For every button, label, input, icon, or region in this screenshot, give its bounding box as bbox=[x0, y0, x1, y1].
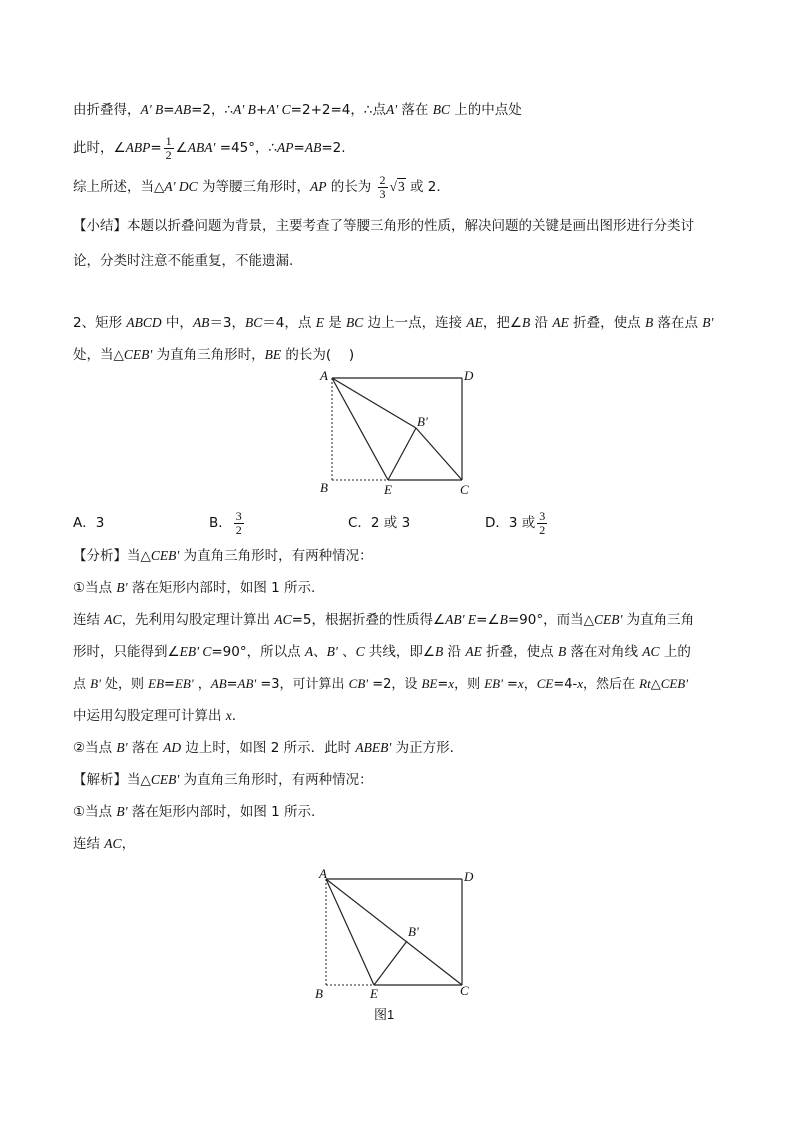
segment-eb-prime bbox=[374, 941, 407, 985]
text: = bbox=[502, 677, 518, 692]
math: AB' bbox=[237, 676, 257, 691]
text: 的长为 bbox=[326, 179, 376, 195]
text: ①当点 bbox=[73, 804, 117, 820]
text: 2、矩形 bbox=[73, 315, 127, 331]
denominator: 2 bbox=[235, 522, 242, 537]
analysis-line bbox=[73, 642, 691, 662]
math: B' bbox=[116, 804, 128, 819]
denominator: 2 bbox=[539, 522, 546, 537]
option-a: A．3 bbox=[73, 515, 105, 531]
math: AB' E bbox=[445, 612, 477, 627]
text: 的长为( ) bbox=[281, 347, 355, 363]
text: 为等腰三角形时， bbox=[197, 179, 310, 195]
text: . bbox=[231, 708, 237, 724]
analysis-line bbox=[73, 610, 694, 630]
math: CEB' bbox=[150, 548, 180, 563]
text: 由折叠得， bbox=[73, 102, 141, 118]
math: Rt bbox=[639, 676, 651, 691]
label-b-prime: B' bbox=[417, 414, 428, 429]
text-line bbox=[73, 172, 441, 202]
text: 连结 bbox=[73, 612, 105, 628]
segment-ae bbox=[326, 879, 374, 985]
numerator: 2 bbox=[379, 172, 386, 187]
square-root: √3 bbox=[389, 179, 405, 194]
text: + bbox=[255, 102, 268, 118]
text: 处，则 bbox=[100, 677, 149, 692]
text: 连结 bbox=[73, 836, 105, 852]
math: AB bbox=[304, 140, 322, 155]
diagonal-ac bbox=[326, 879, 462, 985]
math: x bbox=[448, 676, 455, 691]
text: 此时，∠ bbox=[73, 140, 126, 156]
text: ，把∠ bbox=[482, 315, 522, 331]
text: 综上所述，当△ bbox=[73, 179, 165, 195]
option-c: C．2 或 3 bbox=[348, 515, 411, 531]
math: EB' bbox=[174, 676, 194, 691]
text: 形时，只能得到∠ bbox=[73, 644, 180, 660]
text-line bbox=[73, 133, 346, 163]
math: x bbox=[225, 708, 232, 723]
text: =2+2=4，∴点 bbox=[290, 102, 386, 118]
math: AC bbox=[104, 612, 122, 627]
text: 沿 bbox=[443, 644, 466, 660]
math: B' bbox=[116, 580, 128, 595]
text: 为直角三角形时， bbox=[152, 347, 265, 363]
text: 为直角三角形时，有两种情况： bbox=[179, 548, 373, 564]
text: =4- bbox=[553, 677, 578, 692]
text: 或 2. bbox=[405, 179, 441, 195]
text: 是 bbox=[323, 315, 347, 331]
label-b: B bbox=[315, 986, 323, 1001]
text: 落在点 bbox=[653, 315, 703, 331]
option-label: D．3 或 bbox=[485, 515, 536, 531]
math: AB bbox=[174, 102, 192, 117]
math: E bbox=[315, 315, 324, 330]
figure-1 bbox=[300, 864, 490, 1004]
option-d bbox=[485, 503, 549, 543]
text: = bbox=[163, 102, 175, 118]
text: =90°，所以点 bbox=[211, 644, 305, 660]
math: CEB' bbox=[593, 612, 623, 627]
text: 折叠，使点 bbox=[481, 644, 558, 660]
analysis-line bbox=[73, 738, 454, 758]
question-line bbox=[73, 345, 354, 365]
text: 落在矩形内部时，如图 1 所示. bbox=[127, 580, 316, 596]
text: =90°，而当△ bbox=[507, 612, 594, 628]
math: B bbox=[522, 315, 531, 330]
math: BE bbox=[421, 676, 438, 691]
denominator: 3 bbox=[379, 186, 386, 201]
math: AE bbox=[465, 644, 482, 659]
math: AC bbox=[274, 612, 292, 627]
text: 边上时，如图 2 所示．此时 bbox=[181, 740, 356, 756]
analysis-line bbox=[73, 706, 236, 726]
math: AE bbox=[552, 315, 569, 330]
math: CEB' bbox=[660, 676, 689, 691]
label-c: C bbox=[460, 983, 469, 998]
text: 、 bbox=[313, 644, 327, 660]
text: =3，可计算出 bbox=[256, 677, 349, 692]
segment-ab-prime bbox=[332, 378, 416, 428]
math: AP bbox=[277, 140, 294, 155]
math: AP bbox=[309, 179, 327, 194]
option-label: B． bbox=[209, 515, 232, 531]
text: ∠ bbox=[175, 140, 188, 156]
text: 上的 bbox=[659, 644, 691, 660]
text: 上的中点处 bbox=[449, 102, 522, 118]
math: ABP bbox=[125, 140, 151, 155]
text: 【分析】当△ bbox=[73, 548, 151, 564]
text: 处，当△ bbox=[73, 347, 124, 363]
radicand: 3 bbox=[397, 179, 405, 194]
denominator: 2 bbox=[165, 147, 172, 162]
math: BC bbox=[432, 102, 450, 117]
text: 沿 bbox=[530, 315, 553, 331]
segment-ae bbox=[332, 378, 388, 480]
fraction bbox=[164, 135, 174, 162]
text: △ bbox=[650, 677, 661, 692]
solution-line bbox=[73, 834, 135, 854]
analysis-line bbox=[73, 578, 315, 598]
text: 落在对角线 bbox=[566, 644, 643, 660]
math: B' bbox=[702, 315, 714, 330]
math: AC bbox=[104, 836, 122, 851]
text: 落在矩形内部时，如图 1 所示. bbox=[127, 804, 316, 820]
math: B' bbox=[90, 676, 101, 691]
math: AC bbox=[642, 644, 660, 659]
math: B bbox=[435, 644, 444, 659]
text: ①当点 bbox=[73, 580, 117, 596]
math: AB bbox=[192, 315, 210, 330]
text: = bbox=[150, 140, 162, 156]
option-b bbox=[209, 503, 246, 543]
text: = bbox=[164, 677, 175, 692]
text: 【解析】当△ bbox=[73, 772, 151, 788]
fraction bbox=[234, 510, 244, 537]
summary-line: 【小结】本题以折叠问题为背景，主要考查了等腰三角形的性质，解决问题的关键是画出图形进行分类讨 bbox=[73, 218, 694, 234]
math: EB bbox=[148, 676, 165, 691]
label-a: A bbox=[319, 866, 327, 881]
text: ，然后在 bbox=[582, 677, 640, 692]
analysis-line bbox=[73, 674, 688, 695]
math: EB' bbox=[484, 676, 503, 691]
text-line bbox=[73, 100, 522, 120]
text: ， bbox=[523, 677, 537, 692]
label-d: D bbox=[464, 368, 474, 383]
text: =45°，∴ bbox=[215, 140, 278, 156]
math: x bbox=[577, 676, 583, 691]
math: A' C bbox=[267, 102, 291, 117]
math: A' bbox=[385, 102, 398, 117]
text: =2. bbox=[321, 140, 346, 156]
text: ， bbox=[121, 836, 136, 852]
fraction bbox=[537, 510, 547, 537]
math: A bbox=[304, 644, 314, 659]
label-b: B bbox=[320, 480, 328, 495]
figure-caption: 图1 bbox=[374, 1007, 395, 1022]
text: 为正方形. bbox=[391, 740, 454, 756]
math: BC bbox=[245, 315, 263, 330]
math: A' B bbox=[140, 102, 164, 117]
math: AD bbox=[163, 740, 182, 755]
analysis-line bbox=[73, 546, 373, 566]
math: ABA' bbox=[187, 140, 216, 155]
text: 折叠，使点 bbox=[568, 315, 645, 331]
label-d: D bbox=[464, 869, 474, 884]
fraction bbox=[378, 174, 388, 201]
text: =2，∴ bbox=[191, 102, 234, 118]
summary-line: 论，分类时注意不能重复，不能遗漏. bbox=[73, 253, 294, 269]
text: 、 bbox=[337, 644, 356, 660]
text: = bbox=[293, 140, 305, 156]
math: x bbox=[517, 676, 524, 691]
text: ，则 bbox=[454, 677, 485, 692]
segment-b-prime-c bbox=[416, 428, 462, 480]
math: CEB' bbox=[150, 772, 180, 787]
text: 中运用勾股定理可计算出 bbox=[73, 708, 226, 724]
text: 点 bbox=[73, 677, 91, 692]
text: 落在 bbox=[397, 102, 433, 118]
numerator: 1 bbox=[165, 133, 172, 148]
math: B bbox=[557, 644, 567, 659]
label-e: E bbox=[370, 986, 378, 1001]
math: BC bbox=[346, 315, 364, 330]
math: C bbox=[355, 644, 365, 659]
math: CB' bbox=[348, 676, 369, 691]
text: 为直角三角形时，有两种情况： bbox=[179, 772, 373, 788]
math: A' DC bbox=[164, 179, 198, 194]
text: ＝3， bbox=[209, 315, 246, 331]
question-figure bbox=[300, 366, 500, 500]
text: =2，设 bbox=[368, 677, 422, 692]
text: 落在 bbox=[127, 740, 164, 756]
numerator: 3 bbox=[539, 508, 546, 523]
label-c: C bbox=[460, 482, 469, 497]
math: B bbox=[499, 612, 508, 627]
text: ＝4，点 bbox=[262, 315, 316, 331]
math: B bbox=[644, 315, 654, 330]
math: EB' C bbox=[179, 644, 212, 659]
math: AE bbox=[466, 315, 483, 330]
text: ，先利用勾股定理计算出 bbox=[121, 612, 275, 628]
text: ②当点 bbox=[73, 740, 117, 756]
text: 共线，即∠ bbox=[364, 644, 436, 660]
math: BE bbox=[264, 347, 282, 362]
math: ABCD bbox=[126, 315, 162, 330]
math: AB bbox=[210, 676, 227, 691]
text: 边上一点，连接 bbox=[363, 315, 467, 331]
math: B' bbox=[116, 740, 128, 755]
math: ABEB' bbox=[355, 740, 392, 755]
math: CE bbox=[536, 676, 554, 691]
text: 中， bbox=[161, 315, 193, 331]
label-b-prime: B' bbox=[408, 924, 419, 939]
question-line bbox=[73, 313, 713, 333]
text: =5，根据折叠的性质得∠ bbox=[291, 612, 446, 628]
text: ， bbox=[193, 677, 211, 692]
solution-line bbox=[73, 770, 373, 790]
solution-line bbox=[73, 802, 315, 822]
options-row bbox=[73, 512, 104, 534]
text: =∠ bbox=[476, 612, 500, 628]
math: B' bbox=[326, 644, 338, 659]
math: CEB' bbox=[123, 347, 153, 362]
text: 为直角三角 bbox=[622, 612, 695, 628]
segment-eb-prime bbox=[388, 428, 416, 480]
math: A' B bbox=[233, 102, 256, 117]
text: = bbox=[226, 677, 238, 692]
numerator: 3 bbox=[235, 508, 242, 523]
label-e: E bbox=[384, 482, 392, 497]
label-a: A bbox=[320, 368, 328, 383]
text: = bbox=[437, 677, 449, 692]
